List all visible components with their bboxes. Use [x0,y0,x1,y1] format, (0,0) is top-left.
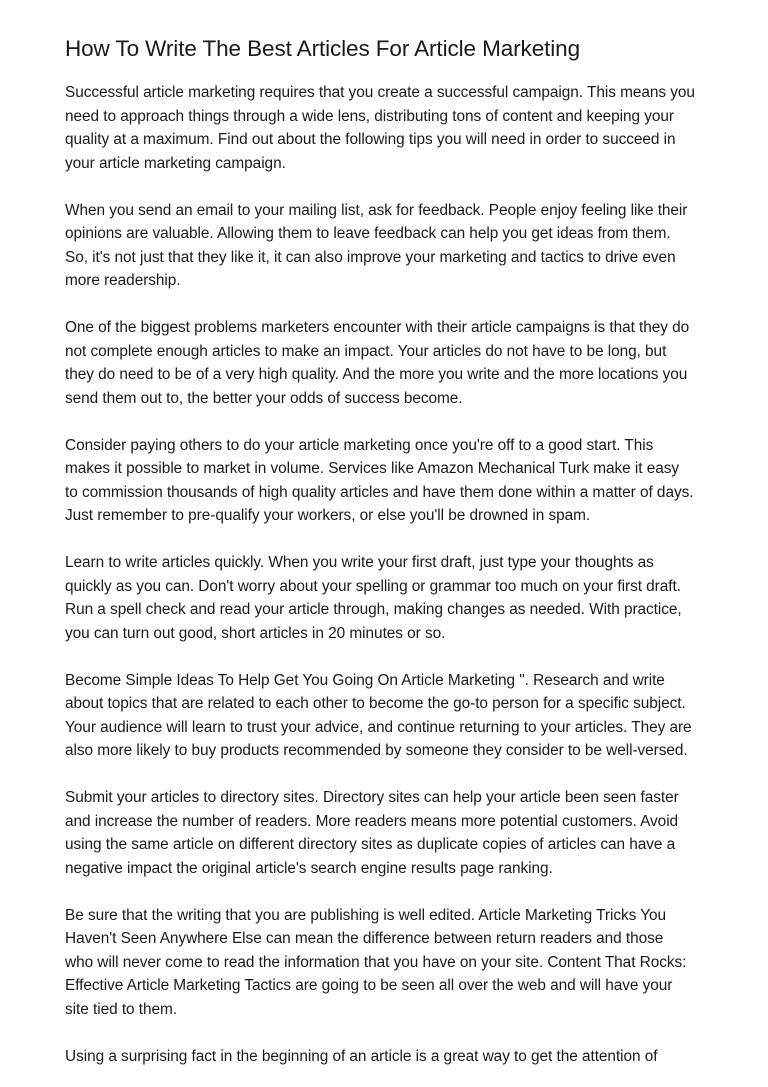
paragraph-line: Be sure that the writing that you are publishing is well edited. Article Marketing Tricks You [65,906,667,924]
paragraph [65,669,715,763]
paragraph-line: Run a spell check and read your article through, making changes as needed. With practice, [65,601,682,618]
paragraph-line: Using a surprising fact in the beginning of an article is a great way to get the attention of [65,1047,658,1065]
paragraph-line: Your audience will learn to trust your advice, and continue returning to your articles. They are [65,718,692,736]
paragraph-line: send them out to, the better your odds of success become. [65,389,463,407]
paragraph [65,199,715,293]
paragraph-line: they do need to be of a very high quality. And the more you write and the more locations you [65,366,688,383]
paragraph-line: Successful article marketing requires that you create a successful campaign. This means you [65,84,695,101]
paragraph-line: Submit your articles to directory sites. Directory sites can help your article been seen faster [65,789,679,806]
paragraph-line: about topics that are related to each other to become the go-to person for a specific subject. [65,695,686,712]
paragraph-line: quality at a maximum. Find out about the following tips you will need in order to succeed in [65,131,676,148]
paragraph-line: makes it possible to market in volume. Services like Amazon Mechanical Turk make it easy [65,460,680,477]
paragraph [65,1045,715,1069]
paragraph-line: quickly as you can. Don't worry about your spelling or grammar too much on your first draft. [65,577,681,595]
paragraph [65,551,715,645]
paragraph-line: Learn to write articles quickly. When you write your first draft, just type your thoughts as [65,554,654,571]
document-body [65,36,715,1087]
paragraph-line: more readership. [65,272,181,289]
paragraph-line: Just remember to pre-qualify your workers, or else you'll be drowned in spam. [65,507,591,524]
paragraph [65,81,715,175]
paragraph-line: using the same article on different directory sites as duplicate copies of articles can have a [65,836,676,853]
document-title: How To Write The Best Articles For Article Marketing [65,36,580,61]
paragraph-line: So, it's not just that they like it, it can also improve your marketing and tactics to drive even [65,248,676,266]
paragraph-line: also more likely to buy products recommended by someone they consider to be well-versed. [65,742,688,759]
paragraph-line: Become Simple Ideas To Help Get You Going On Article Marketing ". Research and write [65,671,665,689]
paragraph-line: Effective Article Marketing Tactics are going to be seen all over the web and will have your [65,977,673,994]
paragraph-line: When you send an email to your mailing list, ask for feedback. People enjoy feeling like their [65,201,688,219]
paragraph-line: your article marketing campaign. [65,154,286,172]
paragraph-line: One of the biggest problems marketers encounter with their article campaigns is that they do [65,319,690,336]
paragraph [65,786,715,880]
paragraph-line: negative impact the original article's search engine results page ranking. [65,859,553,877]
paragraph-line: site tied to them. [65,1000,178,1018]
paragraph-line: and increase the number of readers. More readers means more potential customers. Avoid [65,812,679,830]
paragraph-line: Consider paying others to do your article marketing once you're off to a good start. This [65,436,654,454]
paragraph-line: not complete enough articles to make an impact. Your articles do not have to be long, but [65,342,667,360]
paragraph-line: to commission thousands of high quality articles and have them done within a matter of days. [65,483,694,501]
paragraph-line: you can turn out good, short articles in 20 minutes or so. [65,624,446,642]
paragraph [65,434,715,528]
paragraph-line: need to approach things through a wide lens, distributing tons of content and keeping your [65,107,674,125]
paragraph [65,904,715,1022]
paragraph-line: opinions are valuable. Allowing them to leave feedback can help you get ideas from them. [65,225,671,242]
paragraph [65,316,715,410]
paragraph-line: Haven't Seen Anywhere Else can mean the difference between return readers and those [65,930,664,947]
paragraph-list [65,81,715,1068]
paragraph-line: who will never come to read the information that you have on your site. Content That Rocks: [65,953,687,971]
